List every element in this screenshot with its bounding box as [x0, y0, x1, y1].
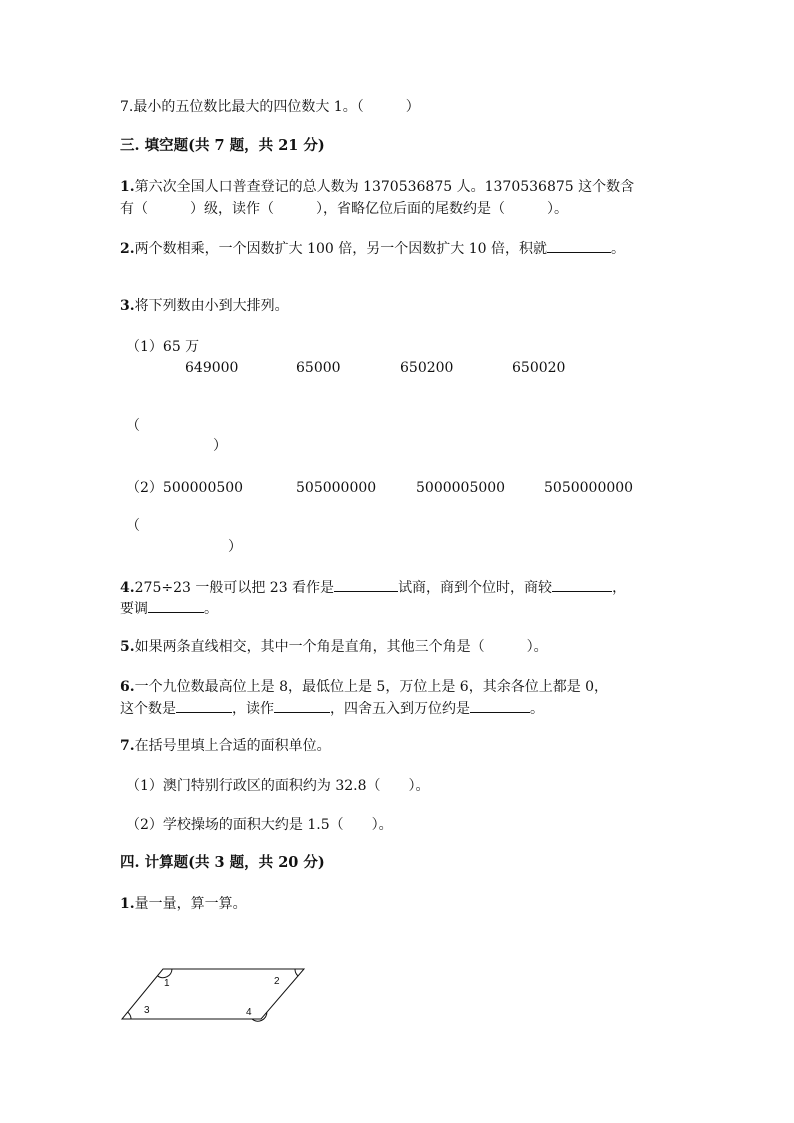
- q3-part-2-value: 505000000: [296, 480, 377, 496]
- fill-question-2: [120, 238, 625, 259]
- question-text: 试商，商到个位时，商较: [398, 580, 553, 596]
- q3-part-1-answer-close: ）: [213, 438, 227, 454]
- calc-question-1: [120, 894, 247, 914]
- fill-question-6-line-1: [120, 677, 608, 697]
- question-text: 一个九位数最高位上是 8，最低位上是 5，万位上是 6，其余各位上都是 0，: [134, 679, 609, 695]
- question-number: 5.: [120, 639, 135, 655]
- fill-question-6-line-2: [120, 698, 544, 719]
- parallelogram-figure: [118, 963, 318, 1027]
- fill-question-3: [120, 296, 289, 316]
- answer-blank[interactable]: [547, 238, 611, 253]
- question-number: 1.: [120, 896, 135, 912]
- answer-blank[interactable]: [470, 698, 530, 713]
- angle-arc-2: [295, 969, 298, 976]
- q3-part-2-answer-close: ）: [228, 539, 242, 555]
- answer-blank[interactable]: [148, 598, 204, 613]
- question-text: 如果两条直线相交，其中一个角是直角，其他三个角是（ ）。: [134, 639, 548, 655]
- answer-blank[interactable]: [552, 577, 612, 592]
- question-text: ，四舍五入到万位约是: [330, 701, 470, 717]
- question-number: 2.: [120, 241, 135, 257]
- answer-blank[interactable]: [274, 698, 330, 713]
- question-text: 将下列数由小到大排列。: [134, 298, 289, 314]
- q7-part-1: （1）澳门特别行政区的面积约为 32.8（ ）。: [126, 778, 430, 794]
- q7-part-2: （2）学校操场的面积大约是 1.5（ ）。: [126, 817, 393, 833]
- question-number: 4.: [120, 580, 135, 596]
- question-text: 两个数相乘，一个因数扩大 100 倍，另一个因数扩大 10 倍，积就: [134, 241, 547, 257]
- angle-label-4: 4: [246, 1007, 252, 1018]
- punctuation: 。: [204, 601, 218, 617]
- q3-part-1-value: 65000: [296, 360, 341, 376]
- question-text: 在括号里填上合适的面积单位。: [134, 738, 331, 754]
- answer-blank[interactable]: [334, 577, 398, 592]
- fill-question-4-line-1: [120, 577, 626, 598]
- fill-question-5: [120, 637, 548, 657]
- punctuation: ，: [612, 580, 627, 596]
- question-number: 7.: [120, 738, 135, 754]
- q3-part-2-value: 5000005000: [416, 480, 506, 496]
- q3-part-2-answer-open: （: [126, 518, 140, 534]
- judgement-question-7: 7.最小的五位数比最大的四位数大 1。（ ）: [120, 99, 420, 115]
- punctuation: 。: [610, 241, 625, 257]
- angle-arc-3: [128, 1012, 131, 1019]
- answer-blank[interactable]: [176, 698, 232, 713]
- angle-label-2: 2: [274, 976, 280, 987]
- question-text: ，读作: [232, 701, 274, 717]
- question-text: 这个数是: [120, 701, 176, 717]
- q3-part-1-label: （1）65 万: [126, 339, 200, 355]
- fill-question-1-line-1: [120, 177, 634, 197]
- q3-part-1-value: 649000: [185, 360, 239, 376]
- question-text: 第六次全国人口普查登记的总人数为 1370536875 人。1370536875 这个数含: [134, 179, 635, 195]
- q3-part-2-label: （2）500000500: [126, 480, 244, 496]
- question-text: 量一量，算一算。: [134, 896, 247, 912]
- section-heading-calculation: 四. 计算题(共 3 题，共 20 分): [120, 854, 325, 871]
- question-text: 275÷23 一般可以把 23 看作是: [134, 580, 335, 596]
- angle-label-1: 1: [164, 978, 170, 989]
- question-number: 6.: [120, 679, 135, 695]
- q3-part-1-value: 650200: [400, 360, 454, 376]
- question-text: 要调: [120, 601, 148, 617]
- fill-question-7: [120, 736, 331, 756]
- q3-part-1-value: 650020: [512, 360, 566, 376]
- q3-part-2-value: 5050000000: [544, 480, 634, 496]
- q3-part-1-answer-open: （: [126, 418, 140, 434]
- section-heading-fill-in: 三. 填空题(共 7 题，共 21 分): [120, 137, 325, 154]
- fill-question-4-line-2: [120, 598, 218, 619]
- question-number: 3.: [120, 298, 135, 314]
- question-number: 1.: [120, 179, 135, 195]
- fill-question-1-line-2: 有（ ）级，读作（ ），省略亿位后面的尾数约是（ ）。: [120, 201, 568, 217]
- angle-label-3: 3: [144, 1005, 150, 1016]
- punctuation: 。: [530, 701, 544, 717]
- angle-arc-4: [252, 1012, 267, 1021]
